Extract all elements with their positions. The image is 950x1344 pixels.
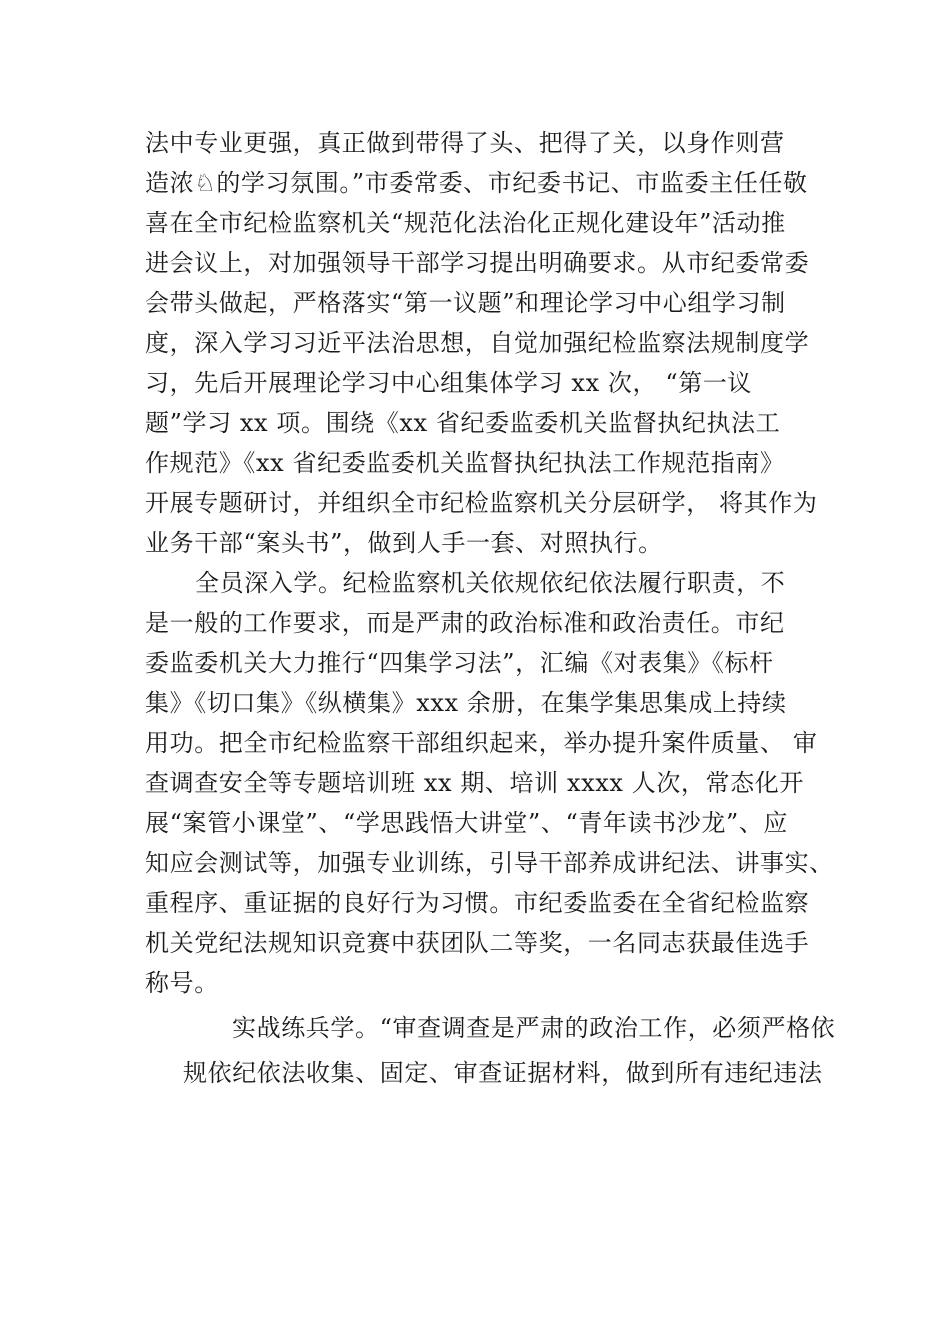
text-line: 开展专题研讨，并组织全市纪检监察机关分层研学， 将其作为 — [145, 489, 818, 517]
text-line: 会带头做起，严格落实“第一议题”和理论学习中心组学习制 — [145, 289, 786, 317]
text-line: 展“案管小课堂”、“学思践悟大讲堂”、“青年读书沙龙”、应 — [145, 809, 789, 837]
text-line: 规依纪依法收集、固定、审查证据材料，做到所有违纪违法 — [183, 1059, 823, 1087]
text-line: 法中专业更强，真正做到带得了头、把得了关，以身作则营 — [145, 129, 785, 157]
text-line: 作规范》《xx 省纪委监委机关监督执纪执法工作规范指南》 — [145, 449, 785, 477]
text-line: 业务干部“案头书”，做到人手一套、对照执行。 — [145, 529, 663, 557]
text-line: 称号。 — [145, 969, 219, 997]
text-line: 重程序、重证据的良好行为习惯。市纪委监委在全省纪检监察 — [145, 889, 810, 917]
text-line: 喜在全市纪检监察机关“规范化法治化正规化建设年”活动推 — [145, 209, 786, 237]
text-line: 机关党纪法规知识竞赛中获团队二等奖，一名同志获最佳选手 — [145, 929, 810, 957]
text-line: 集》《切口集》《纵横集》xxx 余册，在集学集思集成上持续 — [145, 689, 787, 717]
text-line: 造浓♘的学习氛围。”市委常委、市纪委书记、市监委主任任敬 — [145, 169, 808, 197]
text-line: 委监委机关大力推行“四集学习法”，汇编《对表集》《标杆 — [145, 649, 774, 677]
text-line: 是一般的工作要求，而是严肃的政治标准和政治责任。市纪 — [145, 609, 785, 637]
text-line: 习，先后开展理论学习中心组集体学习 xx 次， “第一议 — [145, 369, 753, 397]
text-line: 进会议上，对加强领导干部学习提出明确要求。从市纪委常委 — [145, 249, 810, 277]
paragraph-start-line: 实战练兵学。“审查调查是严肃的政治工作，必须严格依 — [232, 1014, 836, 1042]
text-line: 度，深入学习习近平法治思想，自觉加强纪检监察法规制度学 — [145, 329, 810, 357]
text-line: 知应会测试等，加强专业训练，引导干部养成讲纪法、讲事实、 — [145, 849, 834, 877]
paragraph-start-line: 全员深入学。纪检监察机关依规依纪依法履行职责，不 — [195, 569, 786, 597]
text-line: 查调查安全等专题培训班 xx 期、培训 xxxx 人次，常态化开 — [145, 769, 804, 797]
text-line: 用功。把全市纪检监察干部组织起来，举办提升案件质量、 审 — [145, 729, 818, 757]
text-line: 题”学习 xx 项。围绕《xx 省纪委监委机关监督执纪执法工 — [145, 409, 781, 437]
